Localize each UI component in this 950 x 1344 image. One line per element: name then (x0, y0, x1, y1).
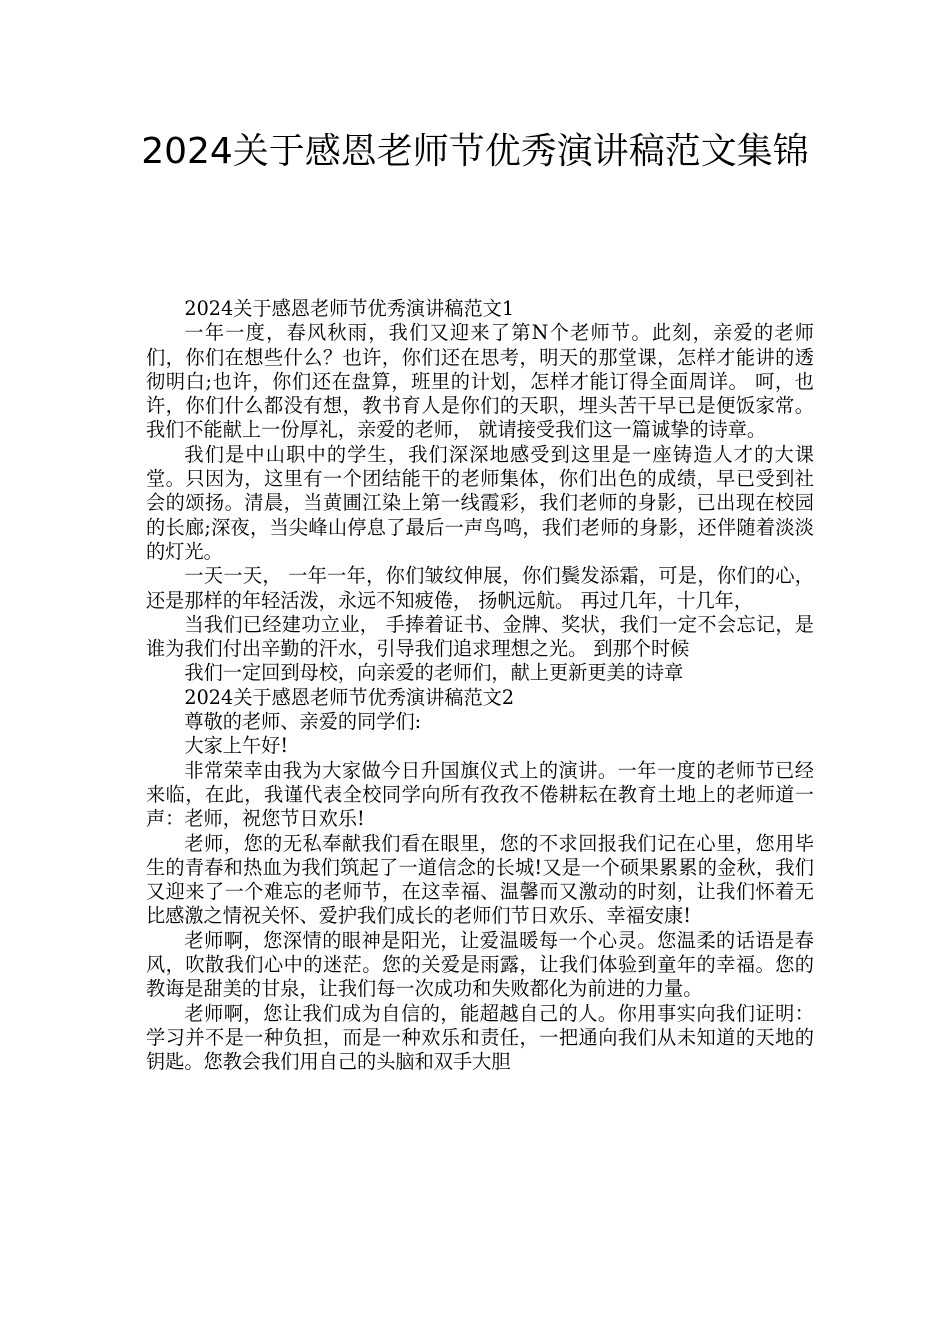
paragraph: 2024关于感恩老师节优秀演讲稿范文1 (184, 297, 515, 320)
paragraph: 当我们已经建功立业， 手捧着证书、金牌、奖状，我们一定不会忘记，是谁为我们付出辛勤的汗水，引导我们追求理想之光。 到那个时候 (146, 612, 814, 661)
document-body (146, 297, 814, 1075)
paragraph: 一年一度，春风秋雨，我们又迎来了第N个老师节。此刻，亲爱的老师们，你们在想些什么？也许，你们还在思考，明天的那堂课，怎样才能讲的透彻明白;也许，你们还在盘算，班里的计划，怎样才能订得全面周详。 呵，也许，你们什么都没有想，教书育人是你们的天职，埋头苦干早已是便饭家常。我们不能献上一份厚礼，亲爱的老师， 就请接受我们这一篇诚挚的诗章。 (146, 321, 814, 442)
paragraph: 2024关于感恩老师节优秀演讲稿范文2 (184, 685, 515, 709)
paragraph: 非常荣幸由我为大家做今日升国旗仪式上的演讲。一年一度的老师节已经来临，在此，我谨代表全校同学向所有孜孜不倦耕耘在教育土地上的老师道一声：老师，祝您节日欢乐! (146, 758, 814, 831)
paragraph: 老师啊，您深情的眼神是阳光，让爱温暖每一个心灵。您温柔的话语是春风，吹散我们心中的迷茫。您的关爱是雨露，让我们体验到童年的幸福。您的教诲是甜美的甘泉，让我们每一次成功和失败都化为前进的力量。 (146, 928, 814, 1001)
document-title: 2024关于感恩老师节优秀演讲稿范文集锦 (141, 131, 809, 172)
paragraph: 尊敬的老师、亲爱的同学们: (184, 710, 422, 734)
paragraph: 我们是中山职中的学生，我们深深地感受到这里是一座铸造人才的大课堂。只因为，这里有一个团结能干的老师集体，你们出色的成绩，早已受到社会的颂扬。清晨，当黄圃江染上第一线霞彩，我们老师的身影，已出现在校园的长廊;深夜，当尖峰山停息了最后一声鸟鸣，我们老师的身影，还伴随着淡淡的灯光。 (146, 442, 814, 563)
paragraph: 大家上午好! (184, 734, 289, 758)
paragraph: 老师，您的无私奉献我们看在眼里，您的不求回报我们记在心里，您用毕生的青春和热血为我们筑起了一道信念的长城!又是一个硕果累累的金秋，我们又迎来了一个难忘的老师节，在这幸福、温馨而又激动的时刻，让我们怀着无比感激之情祝关怀、爱护我们成长的老师们节日欢乐、幸福安康! (146, 831, 814, 928)
paragraph: 一天一天， 一年一年，你们皱纹伸展，你们鬓发添霜，可是，你们的心，还是那样的年轻活泼，永远不知疲倦， 扬帆远航。 再过几年，十几年， (146, 564, 814, 612)
paragraph: 我们一定回到母校，向亲爱的老师们，献上更新更美的诗章 (184, 661, 684, 685)
paragraph: 老师啊，您让我们成为自信的，能超越自己的人。你用事实向我们证明：学习并不是一种负担，而是一种欢乐和责任，一把通向我们从未知道的天地的钥匙。您教会我们用自己的头脑和双手大胆 (146, 1001, 814, 1074)
